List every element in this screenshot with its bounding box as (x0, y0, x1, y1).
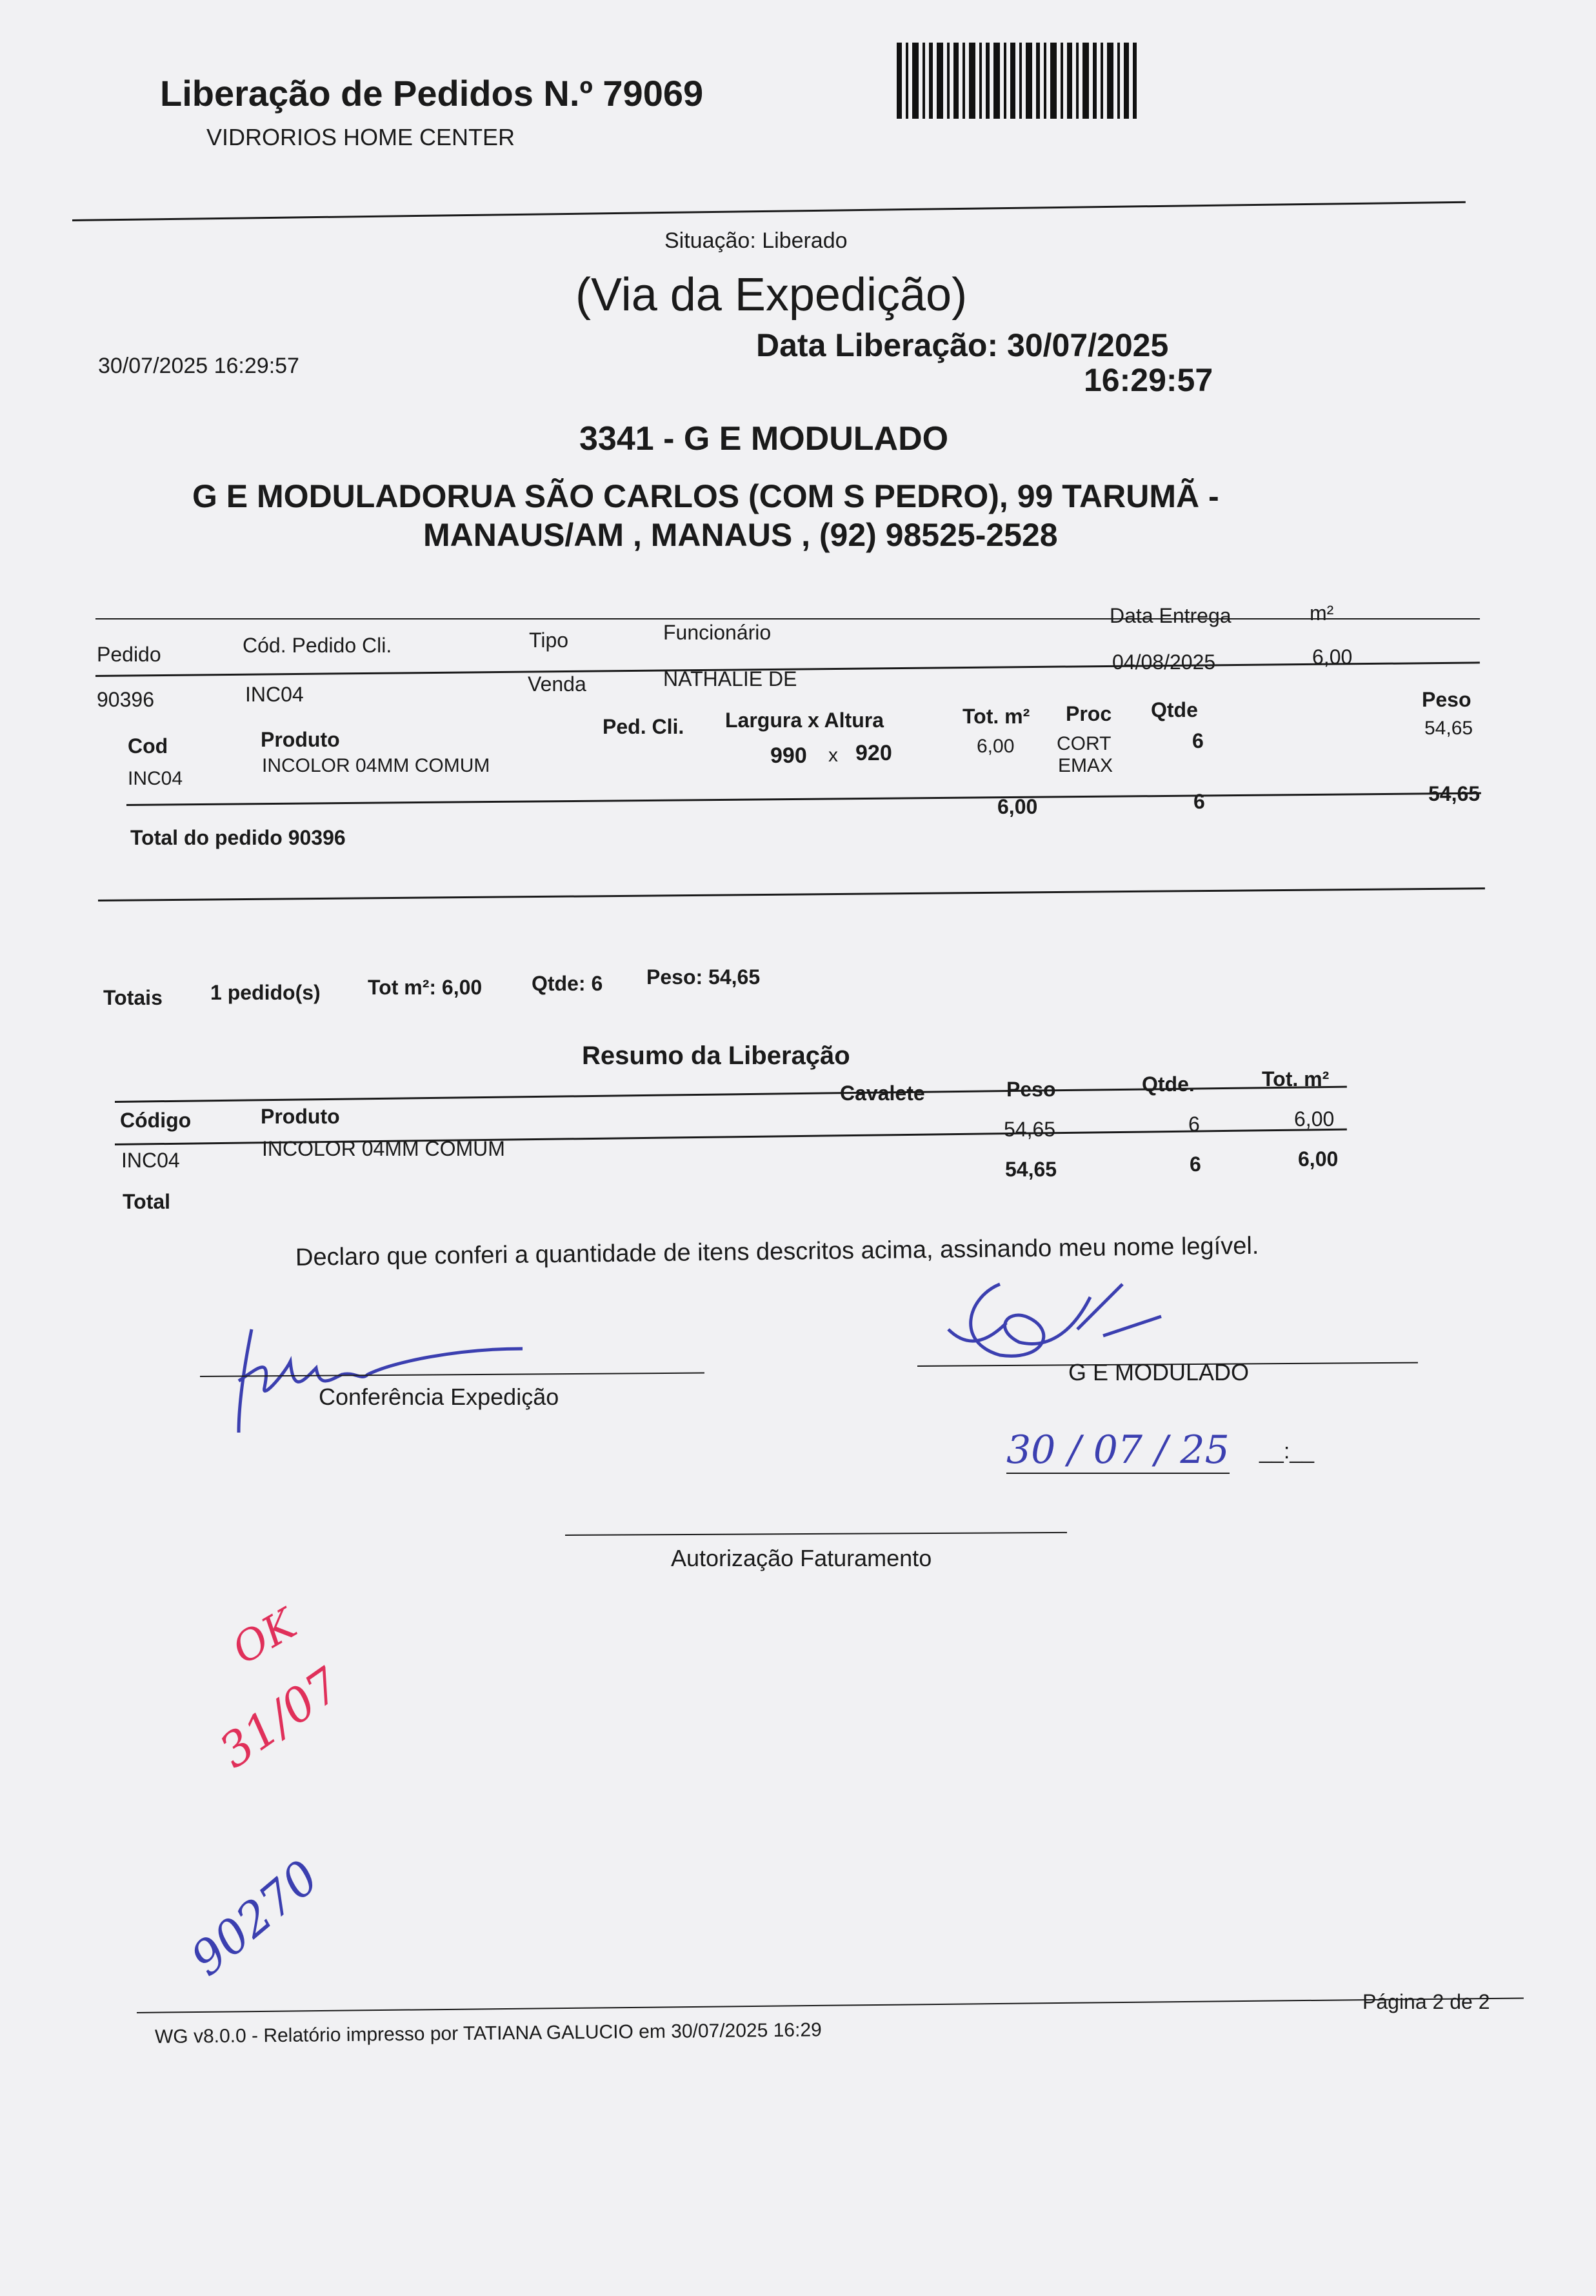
order-total-qtde: 6 (1193, 790, 1205, 813)
order-data-entrega: 04/08/2025 (1112, 650, 1216, 674)
summary-peso: 54,65 (1004, 1118, 1056, 1141)
col-pedido: Pedido (97, 643, 161, 666)
document-title: Liberação de Pedidos N.º 79069 (160, 73, 704, 114)
summary-col-produto: Produto (261, 1105, 340, 1128)
via-label: (Via da Expedição) (575, 269, 968, 321)
item-qtde: 6 (1192, 729, 1204, 752)
print-datetime: 30/07/2025 16:29:57 (98, 354, 299, 378)
summary-qtde: 6 (1188, 1113, 1200, 1136)
company-name: VIDRORIOS HOME CENTER (206, 124, 515, 150)
summary-col-qtde: Qtde. (1142, 1072, 1195, 1096)
handwritten-date: 30 / 07 / 25 (1006, 1427, 1230, 1473)
status-text: Situação: Liberado (664, 228, 848, 253)
summary-tot-m2: 6,00 (1294, 1107, 1335, 1131)
label-autorizacao: Autorização Faturamento (671, 1545, 932, 1571)
item-col-cod: Cod (128, 734, 168, 758)
order-divider-top (95, 618, 1480, 619)
order-funcionario: NATHALIE DE (663, 667, 797, 690)
item-col-produto: Produto (261, 728, 340, 751)
item-cod: INC04 (128, 768, 183, 789)
footer-printed-by: WG v8.0.0 - Relatório impresso por TATIANA GALUCIO em 30/07/2025 16:29 (154, 2019, 822, 2048)
summary-total-label: Total (123, 1190, 171, 1213)
handwritten-ok: OK (224, 1600, 305, 1675)
time-blank: __:__ (1259, 1439, 1315, 1464)
summary-col-cavalete: Cavalete (840, 1082, 925, 1105)
signature-line-autorizacao (565, 1532, 1067, 1536)
totals-pedidos: 1 pedido(s) (210, 981, 321, 1004)
items-total-line (126, 792, 1481, 806)
item-col-largura-altura: Largura x Altura (725, 709, 884, 732)
summary-codigo: INC04 (121, 1149, 180, 1172)
totals-peso: Peso: 54,65 (646, 965, 761, 989)
item-altura: 920 (855, 741, 892, 765)
item-largura: 990 (770, 743, 807, 768)
summary-title: Resumo da Liberação (582, 1042, 850, 1070)
totals-label: Totais (103, 986, 163, 1009)
label-conferencia: Conferência Expedição (319, 1384, 559, 1410)
item-proc2: EMAX (1058, 755, 1113, 776)
item-col-peso: Peso (1422, 688, 1471, 711)
summary-total-peso: 54,65 (1005, 1158, 1057, 1181)
client-address-line1: G E MODULADORUA SÃO CARLOS (COM S PEDRO), 99 TARUMÃ - (192, 478, 1219, 514)
order-total-peso: 54,65 (1428, 782, 1481, 805)
order-tipo: Venda (528, 672, 586, 696)
item-col-qtde: Qtde (1151, 698, 1198, 721)
item-col-tot-m2: Tot. m² (963, 705, 1030, 728)
summary-total-qtde: 6 (1190, 1153, 1201, 1176)
declaration-text: Declaro que conferi a quantidade de itens descritos acima, assinando meu nome legível. (295, 1232, 1259, 1271)
order-m2: 6,00 (1312, 645, 1353, 669)
col-data-entrega: Data Entrega (1110, 604, 1232, 627)
totals-m2: Tot m²: 6,00 (368, 976, 483, 999)
footer-page: Página 2 de 2 (1362, 1990, 1490, 2013)
release-time: 16:29:57 (1084, 362, 1213, 398)
item-proc1: CORT (1057, 733, 1112, 754)
order-total-m2: 6,00 (997, 795, 1038, 818)
col-m2: m² (1310, 601, 1334, 625)
item-tot-m2: 6,00 (977, 736, 1015, 757)
handwritten-red-date: 31/07 (209, 1657, 350, 1778)
client-code-name: 3341 - G E MODULADO (579, 420, 949, 458)
summary-col-peso: Peso (1006, 1078, 1056, 1101)
barcode-icon (897, 43, 1142, 119)
totals-qtde: Qtde: 6 (532, 972, 603, 995)
footer-line (137, 1997, 1524, 2013)
item-produto: INCOLOR 04MM COMUM (262, 755, 490, 776)
col-tipo: Tipo (529, 629, 569, 652)
col-funcionario: Funcionário (663, 621, 772, 644)
label-client: G E MODULADO (1068, 1359, 1250, 1385)
client-address-line2: MANAUS/AM , MANAUS , (92) 98525-2528 (423, 517, 1058, 553)
handwritten-number: 90270 (180, 1849, 329, 1986)
summary-total-m2: 6,00 (1298, 1147, 1339, 1171)
order-total-label: Total do pedido 90396 (130, 826, 346, 849)
col-cod-cli: Cód. Pedido Cli. (243, 634, 392, 657)
item-x: x (828, 745, 838, 766)
item-peso: 54,65 (1424, 718, 1473, 739)
item-col-proc: Proc (1066, 702, 1112, 725)
summary-col-tot-m2: Tot. m² (1262, 1067, 1330, 1091)
release-date: Data Liberação: 30/07/2025 (756, 327, 1169, 363)
order-cod-cli: INC04 (245, 683, 304, 706)
item-col-ped-cli: Ped. Cli. (603, 715, 684, 738)
header-divider (72, 201, 1466, 221)
summary-col-codigo: Código (120, 1109, 192, 1132)
summary-produto: INCOLOR 04MM COMUM (262, 1137, 505, 1160)
order-bottom-line (98, 887, 1485, 901)
order-pedido: 90396 (97, 688, 154, 711)
